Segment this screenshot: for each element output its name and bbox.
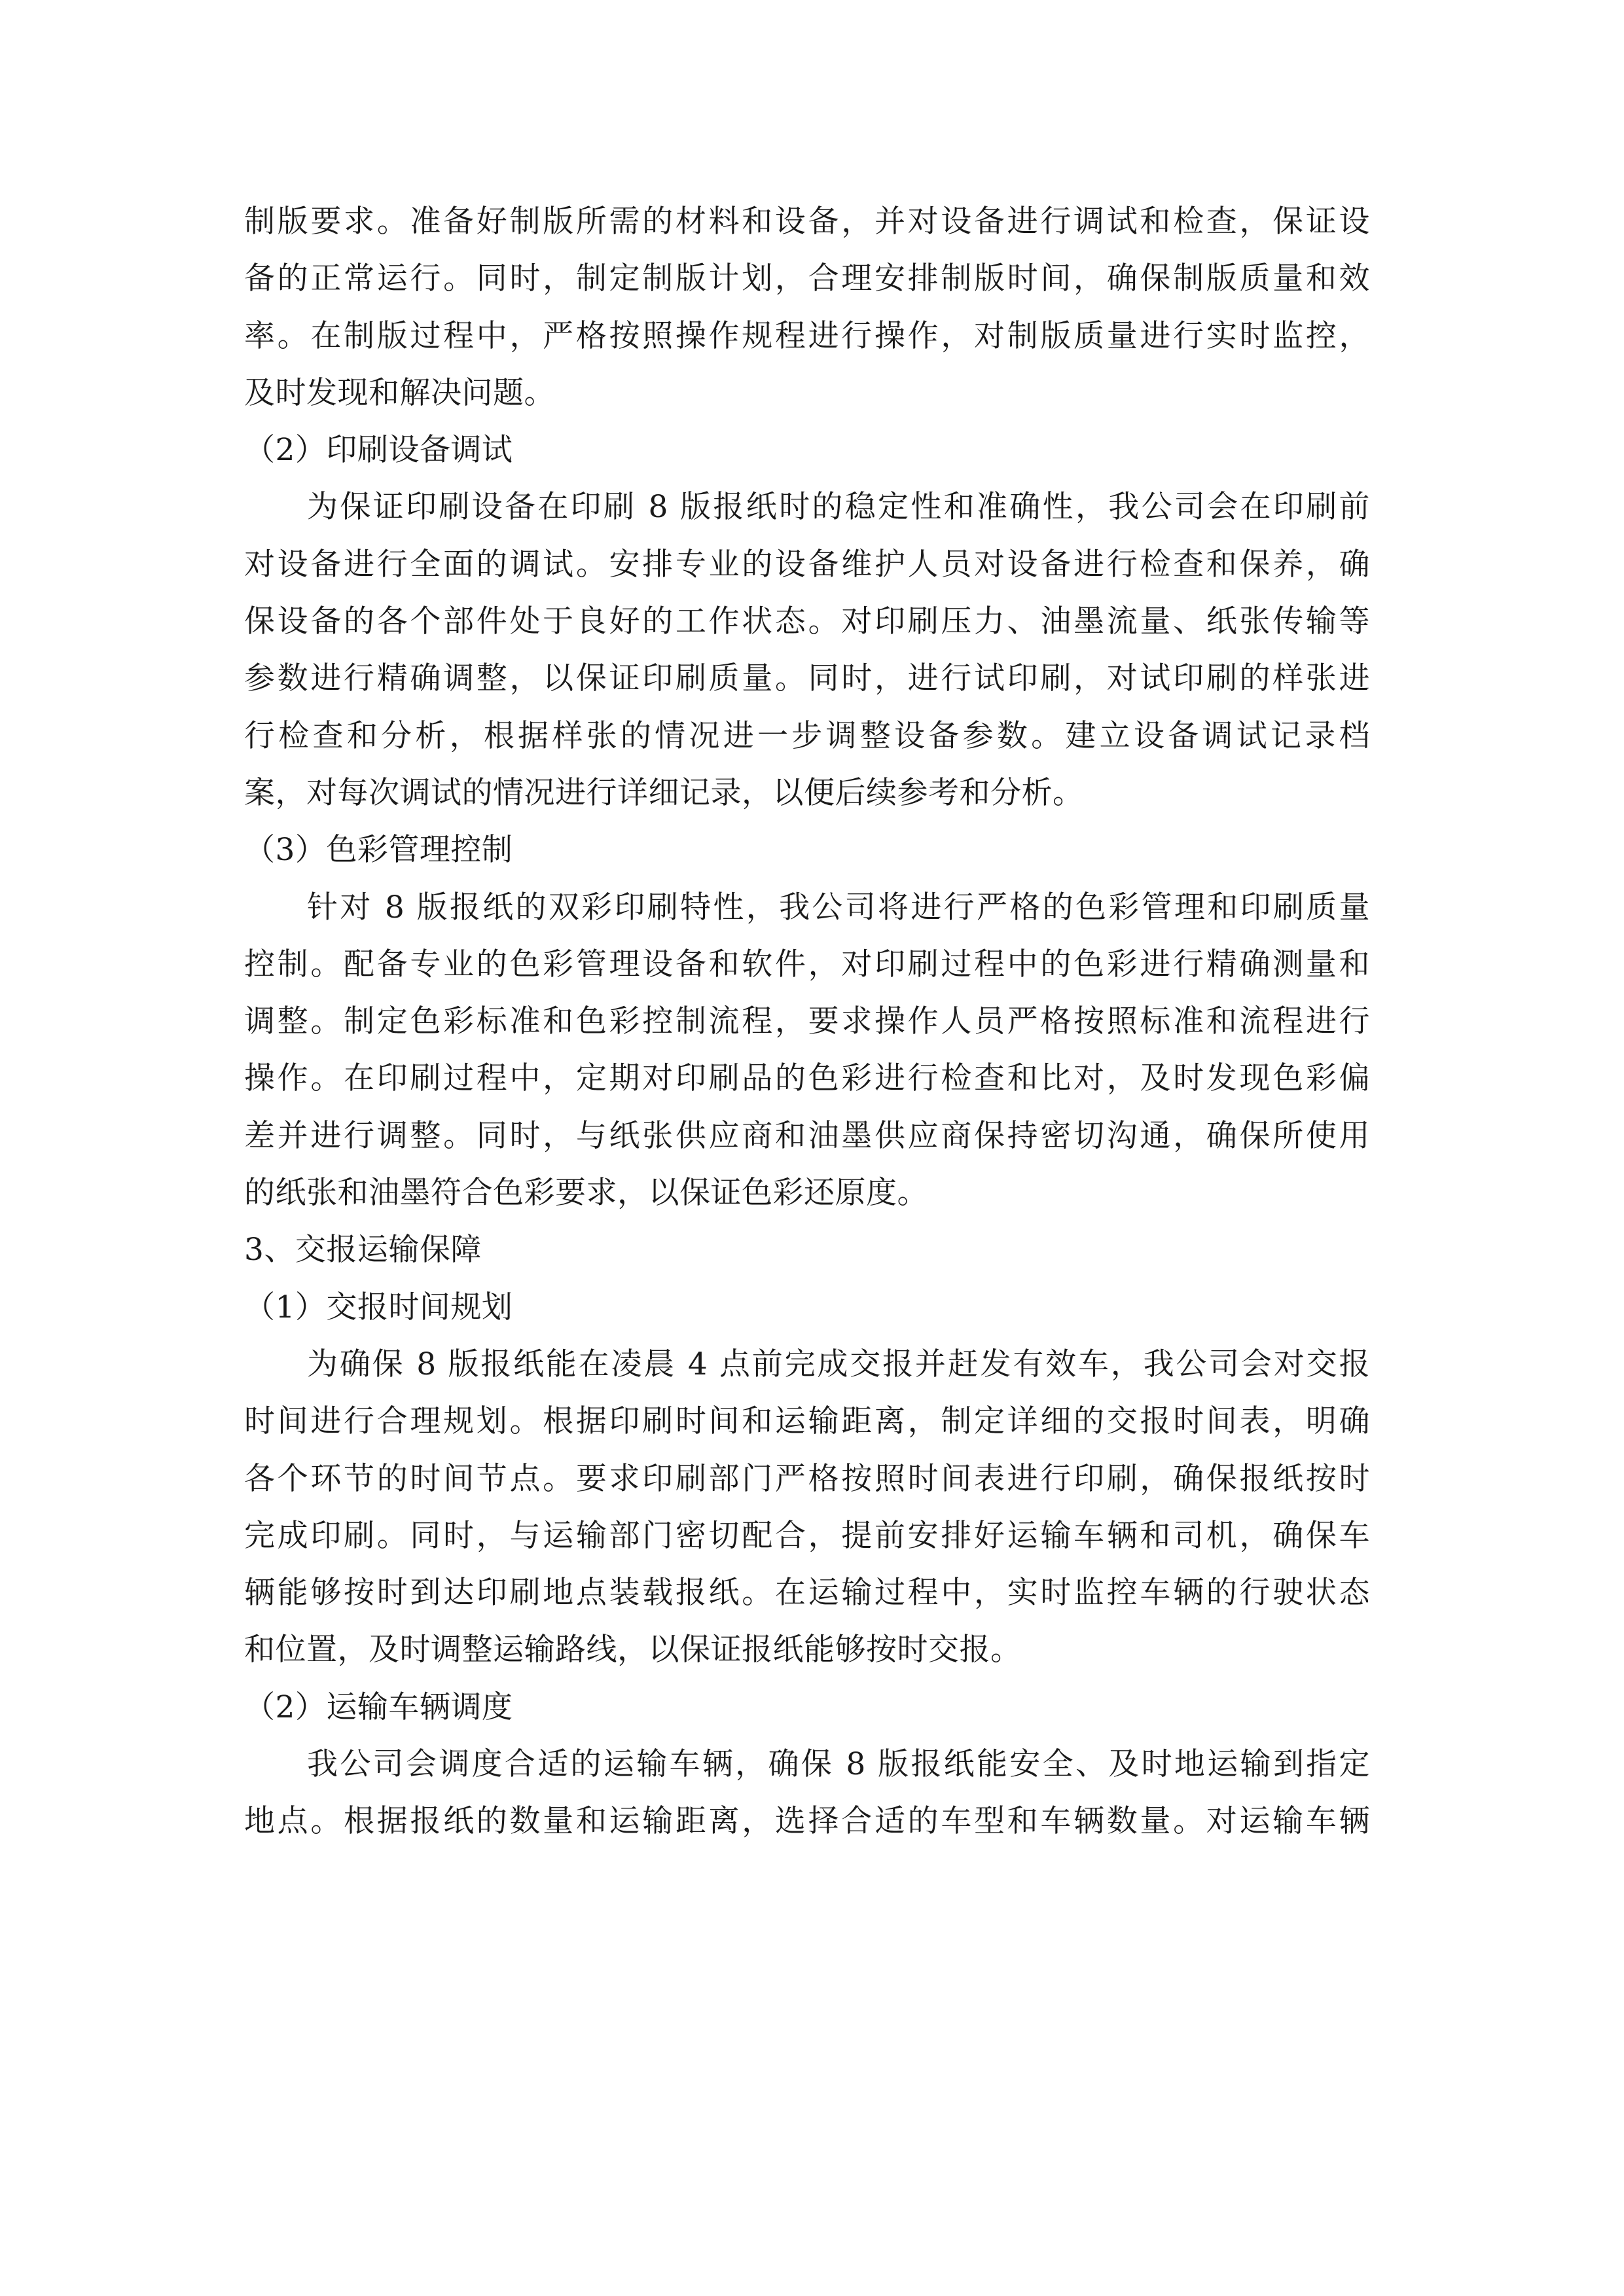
paragraph-line: 案，对每次调试的情况进行详细记录，以便后续参考和分析。 (244, 774, 1084, 811)
paragraph-line: 为保证印刷设备在印刷 8 版报纸时的稳定性和准确性，我公司会在印刷前 (307, 489, 1370, 526)
paragraph-line: 各个环节的时间节点。要求印刷部门严格按照时间表进行印刷，确保报纸按时 (244, 1460, 1370, 1497)
paragraph-line: 针对 8 版报纸的双彩印刷特性，我公司将进行严格的色彩管理和印刷质量 (307, 889, 1370, 925)
paragraph-line: 和位置，及时调整运输路线，以保证报纸能够按时交报。 (244, 1632, 1022, 1668)
section-heading: （2）印刷设备调试 (244, 432, 513, 469)
paragraph-line: 控制。配备专业的色彩管理设备和软件，对印刷过程中的色彩进行精确测量和 (244, 946, 1370, 982)
section-heading: 3、交报运输保障 (244, 1232, 482, 1268)
paragraph-line: 制版要求。准备好制版所需的材料和设备，并对设备进行调试和检查，保证设 (244, 204, 1370, 240)
paragraph-line: 地点。根据报纸的数量和运输距离，选择合适的车型和车辆数量。对运输车辆 (244, 1803, 1370, 1840)
section-heading: （3）色彩管理控制 (244, 832, 513, 869)
section-heading: （1）交报时间规划 (244, 1289, 513, 1325)
paragraph-line: 的纸张和油墨符合色彩要求，以保证色彩还原度。 (244, 1175, 928, 1211)
paragraph-line: 时间进行合理规划。根据印刷时间和运输距离，制定详细的交报时间表，明确 (244, 1403, 1370, 1440)
paragraph-line: 我公司会调度合适的运输车辆，确保 8 版报纸能安全、及时地运输到指定 (307, 1746, 1370, 1783)
paragraph-line: 保设备的各个部件处于良好的工作状态。对印刷压力、油墨流量、纸张传输等 (244, 603, 1370, 640)
paragraph-line: 为确保 8 版报纸能在凌晨 4 点前完成交报并赶发有效车，我公司会对交报 (307, 1346, 1370, 1382)
paragraph-line: 完成印刷。同时，与运输部门密切配合，提前安排好运输车辆和司机，确保车 (244, 1517, 1370, 1554)
paragraph-line: 行检查和分析，根据样张的情况进一步调整设备参数。建立设备调试记录档 (244, 717, 1370, 754)
paragraph-line: 及时发现和解决问题。 (244, 374, 555, 411)
paragraph-line: 备的正常运行。同时，制定制版计划，合理安排制版时间，确保制版质量和效 (244, 260, 1370, 297)
paragraph-line: 对设备进行全面的调试。安排专业的设备维护人员对设备进行检查和保养，确 (244, 546, 1370, 583)
document-body (244, 193, 1370, 1850)
paragraph-line: 调整。制定色彩标准和色彩控制流程，要求操作人员严格按照标准和流程进行 (244, 1003, 1370, 1040)
paragraph-line: 率。在制版过程中，严格按照操作规程进行操作，对制版质量进行实时监控， (244, 317, 1370, 354)
paragraph-line: 差并进行调整。同时，与纸张供应商和油墨供应商保持密切沟通，确保所使用 (244, 1117, 1370, 1154)
paragraph-line: 操作。在印刷过程中，定期对印刷品的色彩进行检查和比对，及时发现色彩偏 (244, 1060, 1370, 1097)
paragraph-line: 参数进行精确调整，以保证印刷质量。同时，进行试印刷，对试印刷的样张进 (244, 660, 1370, 697)
section-heading: （2）运输车辆调度 (244, 1689, 513, 1725)
paragraph-line: 辆能够按时到达印刷地点装载报纸。在运输过程中，实时监控车辆的行驶状态 (244, 1575, 1370, 1611)
